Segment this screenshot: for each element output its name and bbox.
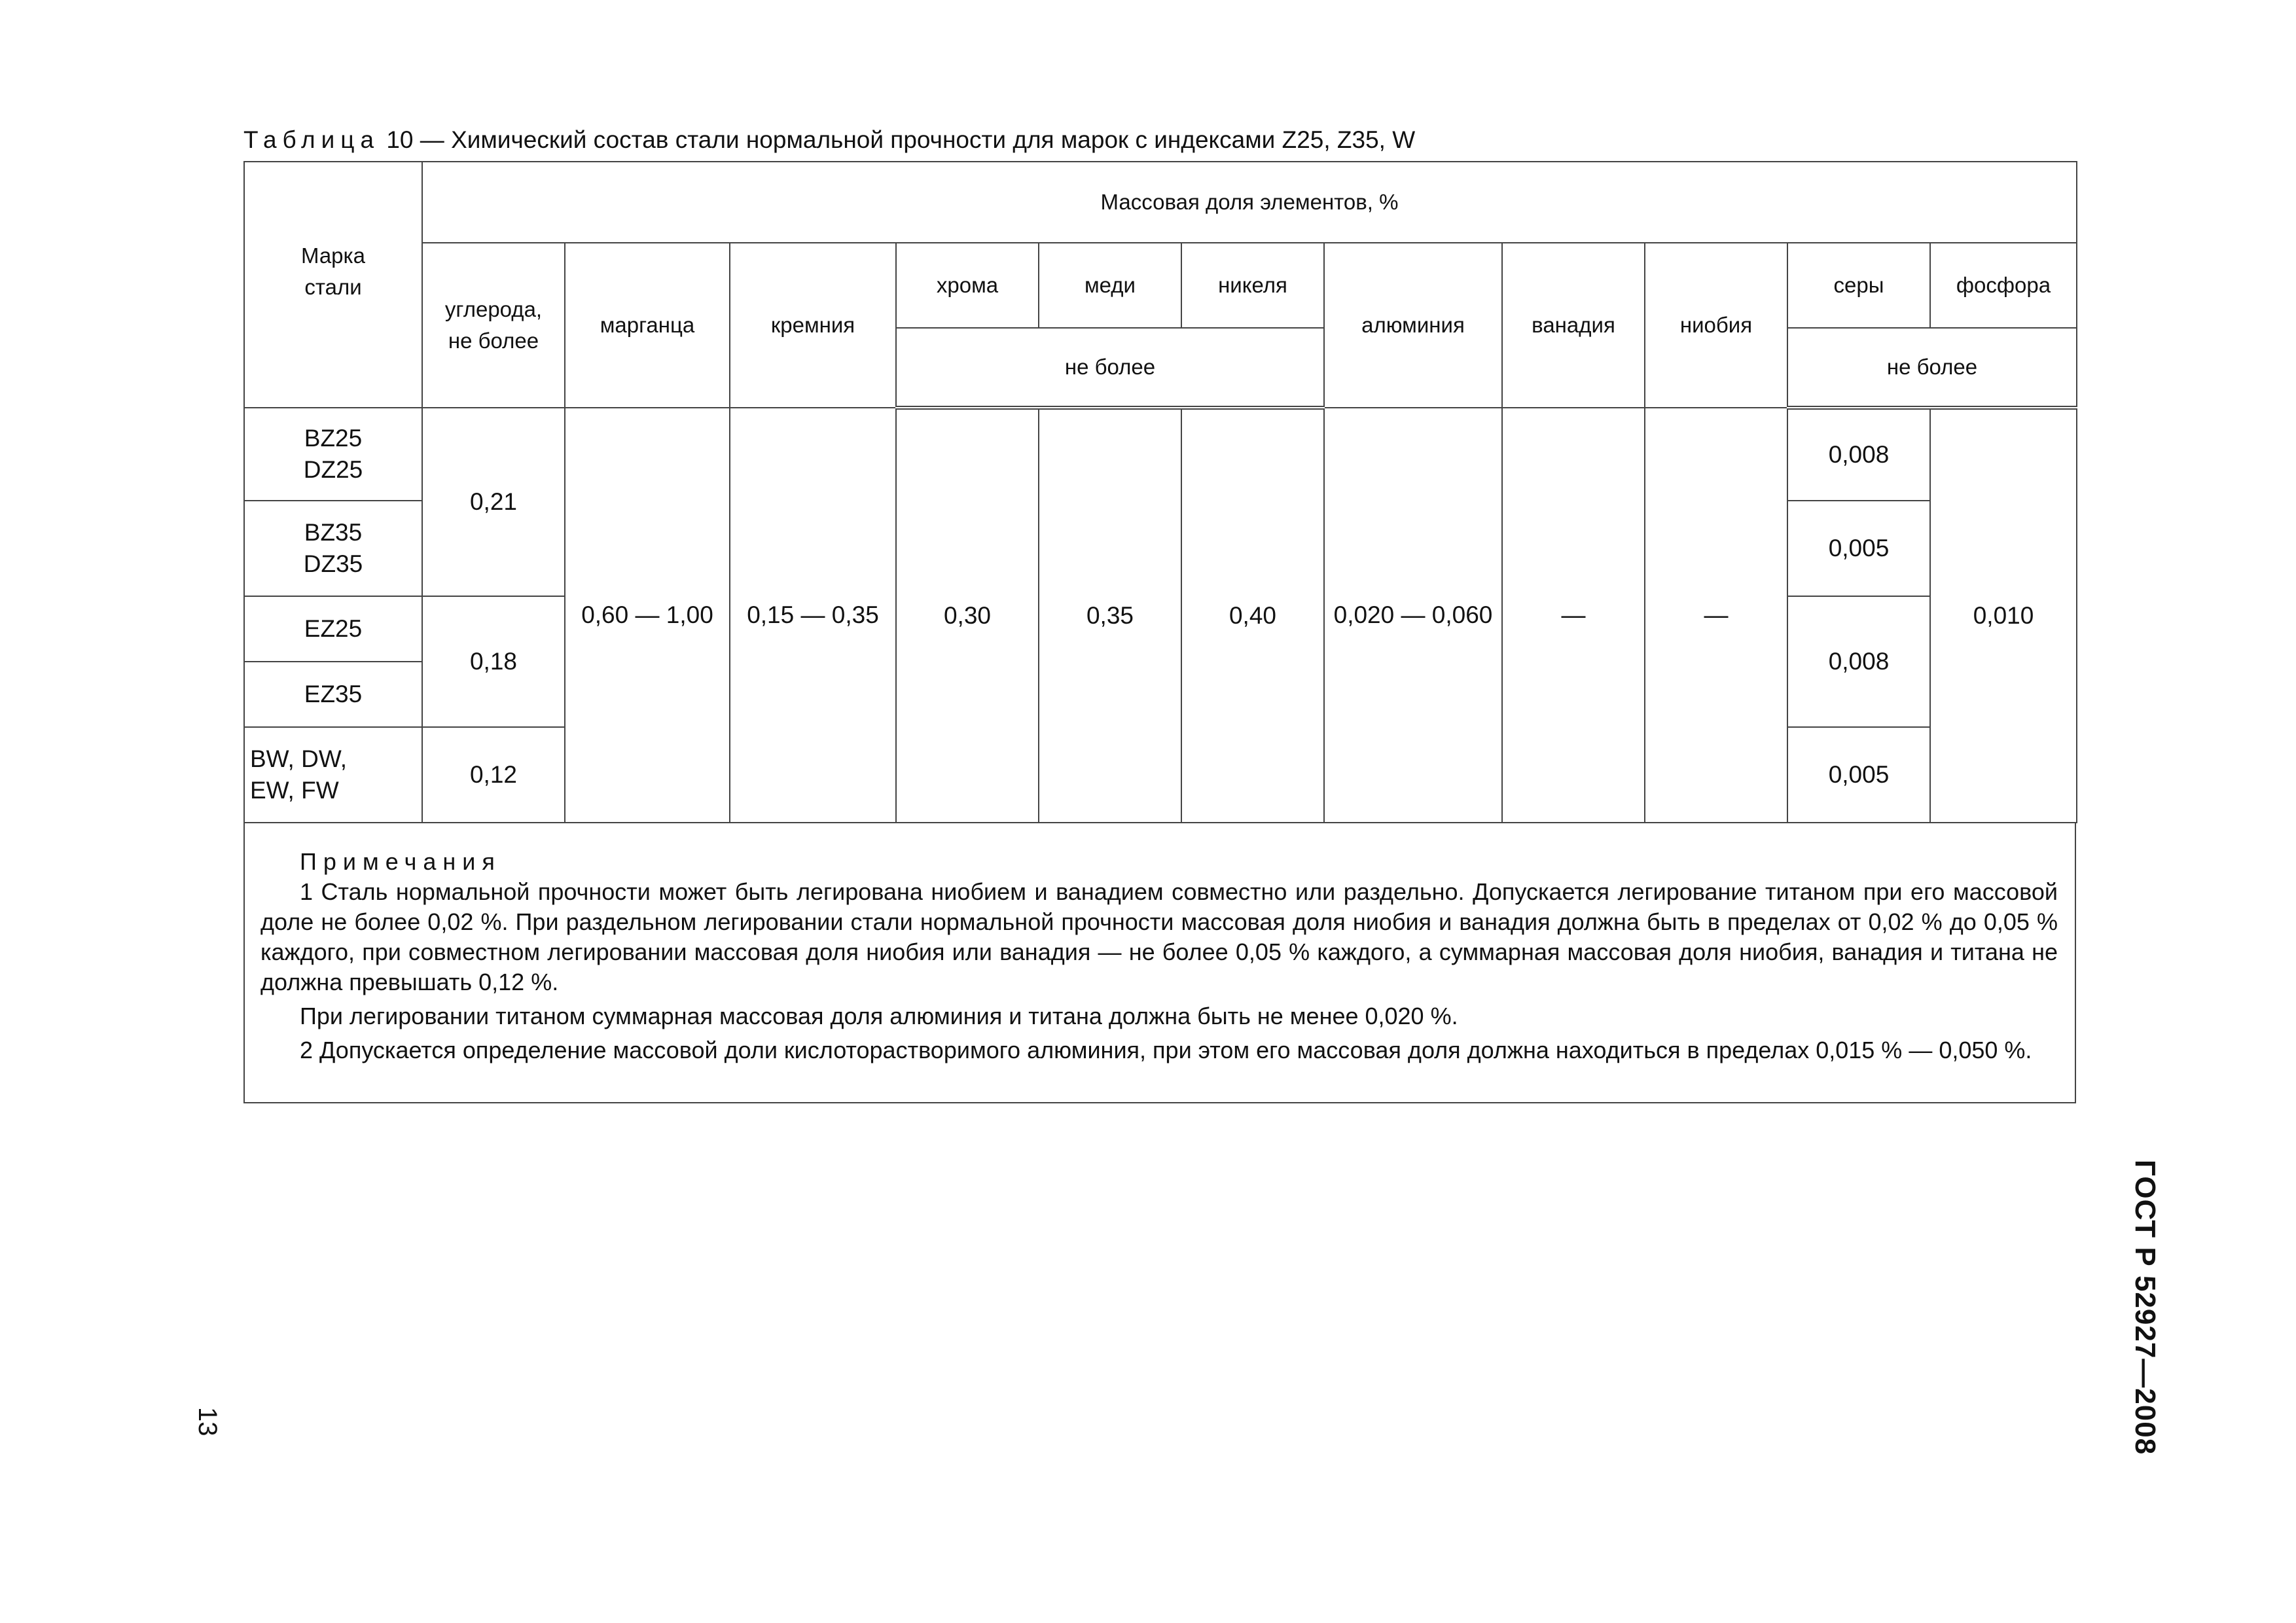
chromium-value: 0,30 — [896, 408, 1039, 823]
note-1: 1 Сталь нормальной прочности может быть легирована ниобием и ванадием совместно или раздельно. Допускается легирование титаном при его массовой доле не более 0,02 %. При раздельном легировании стали нормальной прочности массовая доля ниобия и ванадия должна быть в пределах от 0,02 % до 0,05 % каждого, при совместном легировании массовая доля ниобия или ванадия — не более 0,05 % каждого, а суммарная массовая доля ниобия, ванадия и титана не должна превышать 0,12 %. — [260, 878, 2058, 995]
phosphorus-value: 0,010 — [1930, 408, 2077, 823]
sulfur-value: 0,005 — [1787, 501, 1930, 596]
caption-label: Таблица — [243, 126, 380, 153]
note-2: 2 Допускается определение массовой доли кислоторастворимого алюминия, при этом его массовая доля должна находиться в пределах 0,015 % — 0,050 %. — [300, 1037, 2032, 1063]
grade-bz25-dz25: BZ25 DZ25 — [244, 408, 422, 501]
table-notes — [243, 822, 2076, 1103]
silicon-value: 0,15 — 0,35 — [730, 408, 896, 823]
manganese-value: 0,60 — 1,00 — [565, 408, 730, 823]
header-aluminum: алюминия — [1324, 243, 1502, 408]
header-carbon: углерода, не более — [422, 243, 565, 408]
grade-ez25: EZ25 — [244, 596, 422, 662]
sulfur-value: 0,008 — [1787, 408, 1930, 501]
carbon-value: 0,18 — [422, 596, 565, 727]
header-silicon: кремния — [730, 243, 896, 408]
vanadium-value: — — [1502, 408, 1645, 823]
header-mass-fraction: Массовая доля элементов, % — [422, 162, 2077, 243]
caption-text: 10 — Химический состав стали нормальной прочности для марок с индексами Z25, Z35, W — [386, 126, 1416, 153]
header-nickel: никеля — [1181, 243, 1324, 328]
grade-bz35-dz35: BZ35 DZ35 — [244, 501, 422, 596]
header-grade: Марка стали — [244, 162, 422, 408]
carbon-value: 0,12 — [422, 727, 565, 823]
header-not-more-1: не более — [896, 328, 1324, 408]
header-not-more-2: не более — [1787, 328, 2077, 408]
sulfur-value: 0,005 — [1787, 727, 1930, 823]
header-phosphorus: фосфора — [1930, 243, 2077, 328]
carbon-value: 0,21 — [422, 408, 565, 596]
table-caption — [243, 124, 2076, 156]
aluminum-value: 0,020 — 0,060 — [1324, 408, 1502, 823]
header-manganese: марганца — [565, 243, 730, 408]
niobium-value: — — [1645, 408, 1787, 823]
header-sulfur: серы — [1787, 243, 1930, 328]
notes-title: Примечания — [300, 848, 501, 875]
grade-bw-dw-ew-fw: BW, DW, EW, FW — [244, 727, 422, 823]
nickel-value: 0,40 — [1181, 408, 1324, 823]
header-chromium: хрома — [896, 243, 1039, 328]
copper-value: 0,35 — [1039, 408, 1181, 823]
header-niobium: ниобия — [1645, 243, 1787, 408]
header-copper: меди — [1039, 243, 1181, 328]
sulfur-value: 0,008 — [1787, 596, 1930, 727]
grade-ez35: EZ35 — [244, 662, 422, 727]
header-vanadium: ванадия — [1502, 243, 1645, 408]
note-1-continued: При легировании титаном суммарная массовая доля алюминия и титана должна быть не менее 0,020 %. — [300, 1003, 1458, 1029]
chemical-composition-table — [243, 161, 2077, 823]
